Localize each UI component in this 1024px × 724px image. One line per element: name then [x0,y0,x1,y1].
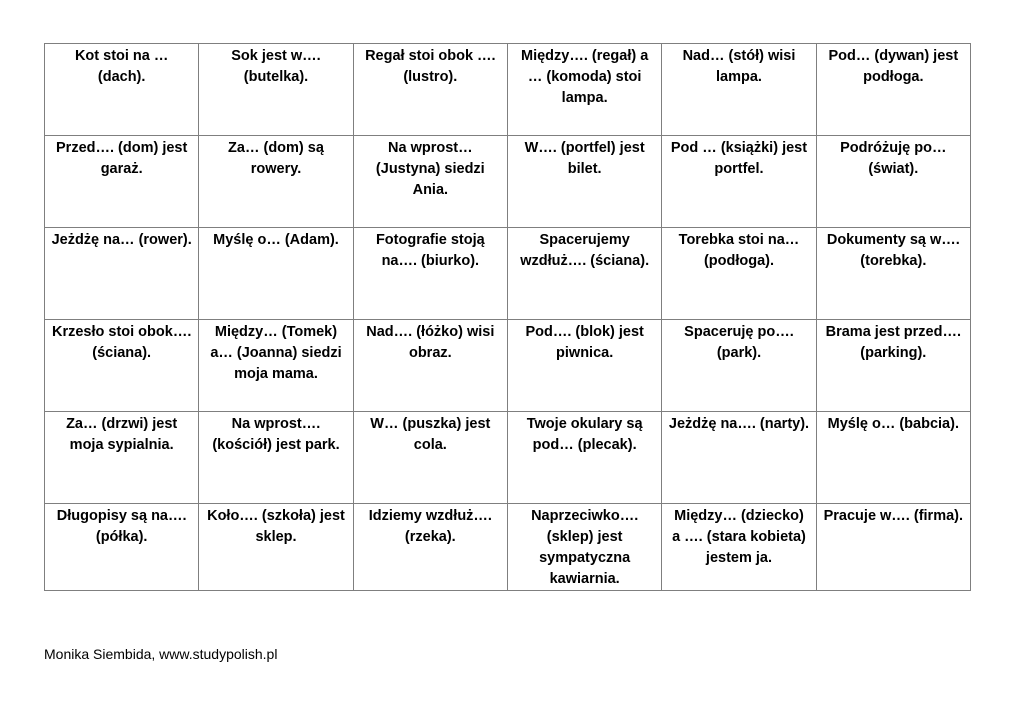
exercise-cell: Między…. (regał) a … (komoda) stoi lampa. [507,44,661,136]
table-row [45,320,971,412]
exercise-cell: Twoje okulary są pod… (plecak). [507,412,661,504]
exercise-cell: Krzesło stoi obok…. (ściana). [45,320,199,412]
exercise-cell: Torebka stoi na… (podłoga). [662,228,816,320]
exercise-cell: Nad…. (łóżko) wisi obraz. [353,320,507,412]
exercise-cell: Przed…. (dom) jest garaż. [45,136,199,228]
exercise-cell: Za… (dom) są rowery. [199,136,353,228]
exercise-cell: Naprzeciwko…. (sklep) jest sympatyczna kawiarnia. [507,504,661,591]
exercise-cell: Myślę o… (Adam). [199,228,353,320]
exercise-cell: Idziemy wzdłuż…. (rzeka). [353,504,507,591]
table-row [45,44,971,136]
table-row [45,412,971,504]
exercise-cell: Brama jest przed…. (parking). [816,320,970,412]
exercise-cell: Pracuje w…. (firma). [816,504,970,591]
exercise-cell: Myślę o… (babcia). [816,412,970,504]
exercise-cell: Między… (Tomek) a… (Joanna) siedzi moja mama. [199,320,353,412]
table-row [45,504,971,591]
exercise-cell: Spaceruję po…. (park). [662,320,816,412]
exercise-cell: Nad… (stół) wisi lampa. [662,44,816,136]
exercise-cell: Pod … (książki) jest portfel. [662,136,816,228]
exercise-cell: Długopisy są na…. (półka). [45,504,199,591]
exercise-cell: Koło…. (szkoła) jest sklep. [199,504,353,591]
exercise-cell: Podróżuję po… (świat). [816,136,970,228]
exercise-cell: Pod… (dywan) jest podłoga. [816,44,970,136]
exercise-cell: Spacerujemy wzdłuż…. (ściana). [507,228,661,320]
exercise-cell: Jeżdżę na…. (narty). [662,412,816,504]
exercise-cell: Jeżdżę na… (rower). [45,228,199,320]
exercise-cell: Fotografie stoją na…. (biurko). [353,228,507,320]
exercise-cell: Pod…. (blok) jest piwnica. [507,320,661,412]
exercise-cell: Między… (dziecko) a …. (stara kobieta) jestem ja. [662,504,816,591]
exercise-cell: Kot stoi na … (dach). [45,44,199,136]
exercise-cell: Na wprost… (Justyna) siedzi Ania. [353,136,507,228]
exercise-table [44,43,971,591]
exercise-cell: Na wprost…. (kościół) jest park. [199,412,353,504]
exercise-cell: Dokumenty są w…. (torebka). [816,228,970,320]
exercise-cell: W… (puszka) jest cola. [353,412,507,504]
exercise-cell: Sok jest w…. (butelka). [199,44,353,136]
table-row [45,228,971,320]
table-row [45,136,971,228]
exercise-cell: Regał stoi obok …. (lustro). [353,44,507,136]
exercise-cell: Za… (drzwi) jest moja sypialnia. [45,412,199,504]
footer-credit: Monika Siembida, www.studypolish.pl [44,646,278,662]
exercise-cell: W…. (portfel) jest bilet. [507,136,661,228]
